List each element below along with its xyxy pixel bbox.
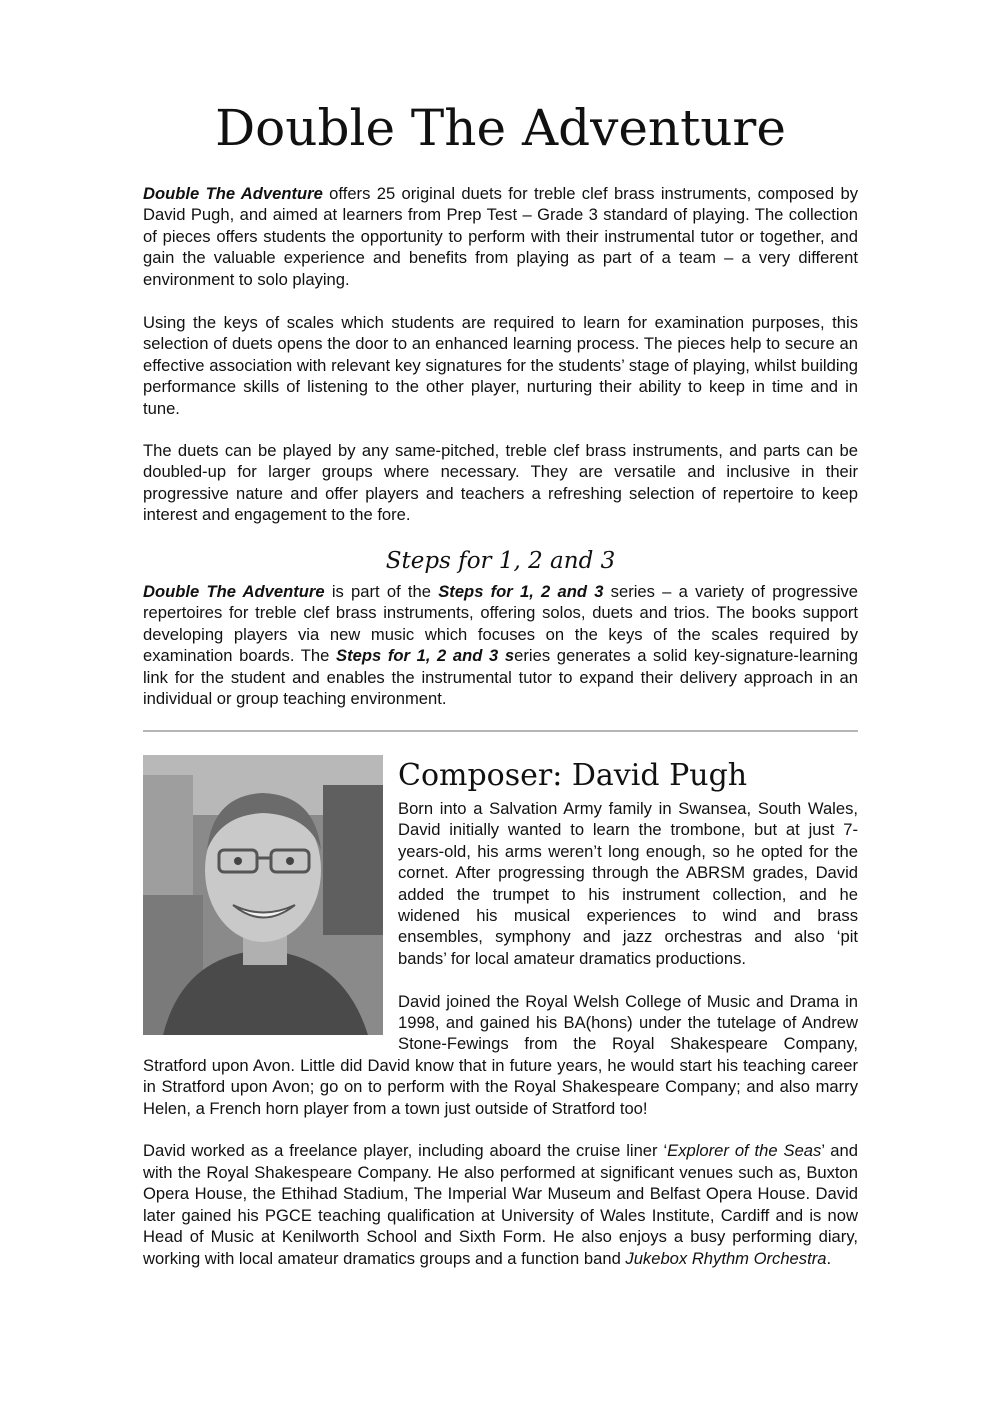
bio-paragraph-2: David joined the Royal Welsh College of Music and Drama in 1998, and gained his BA(hons) under the tutelage of Andrew Stone-Fewings from the Royal Shakespeare Company, Stratford upon Avon. Little did David know that in future years, he would start his teaching career in Stratford upon Avon; go on to perform with the Royal Shakespeare Company; and also marry Helen, a French horn player from a town just outside of Stratford too!: [143, 991, 858, 1118]
bio-paragraph-3: [143, 1140, 858, 1268]
bio-3-text-a: David worked as a freelance player, including aboard the cruise liner ‘: [143, 1141, 668, 1161]
series-heading: Steps for 1, 2 and 3: [385, 548, 616, 574]
intro-paragraph-1-text: offers 25 original duets for treble clef brass instruments, composed by David Pugh, and aimed at learners from Prep Test – Grade 3 standard of playing. The collection of pieces offers students the opportunity to perform with their instrumental tutor or together, and gain the valuable experience and benefits from playing as part of a team – a very different environment to solo playing.: [143, 184, 858, 289]
photo-wrap-spacer: [143, 798, 398, 1034]
intro-paragraph-2: Using the keys of scales which students are required to learn for examination purposes, this selection of duets opens the door to an enhanced learning process. The pieces help to secure an effective association with relevant key signatures for the students’ stage of playing, whilst building performance skills of listening to the other player, nurturing their ability to keep in time and in tune.: [143, 313, 858, 418]
intro-paragraph-1: [143, 183, 858, 290]
bio-3-text-c: .: [826, 1248, 832, 1268]
series-book-title: Double The Adventure: [143, 582, 325, 601]
series-text-2: series – a variety of progressive repertoires for treble clef brass instruments, offering solos, duets and trios. The books support developing players via new music which focuses on the keys of the scales required by examination boards. The: [143, 582, 858, 666]
series-name-1: Steps for 1, 2 and 3: [438, 582, 604, 601]
ship-name: Explorer of the Seas: [667, 1141, 822, 1161]
composer-heading: Composer: David Pugh: [398, 758, 748, 793]
page-title: Double The Adventure: [215, 99, 786, 157]
band-name: Jukebox Rhythm Orchestra: [625, 1248, 827, 1268]
book-title-inline: Double The Adventure: [143, 184, 323, 203]
series-name-2: Steps for 1, 2 and 3 s: [336, 646, 515, 666]
series-text-1: is part of the: [324, 582, 439, 601]
series-paragraph: [143, 581, 858, 709]
bio-paragraph-1: Born into a Salvation Army family in Swansea, South Wales, David initially wanted to learn the trombone, but at just 7-years-old, his arms weren’t long enough, so he opted for the cornet. After progressing through the ABRSM grades, David added the trumpet to his instrument collection, and he widened his musical experiences to wind and brass ensembles, symphony and jazz orchestras and also ‘pit bands’ for local amateur dramatics productions.: [398, 799, 858, 968]
bio-3-text-b: ’ and with the Royal Shakespeare Company. He also performed at significant venues such as, Buxton Opera House, the Ethihad Stadium, The Imperial War Museum and Belfast Opera House. David later gained his PGCE teaching qualification at University of Wales Institute, Cardiff and is now Head of Music at Kenilworth School and Sixth Form. He also enjoys a busy performing diary, working with local amateur dramatics groups and a function band: [143, 1141, 858, 1268]
series-text-3: eries generates a solid key-signature-learning link for the student and enables the instrumental tutor to expand their delivery approach in an individual or group teaching environment.: [143, 646, 858, 709]
composer-bio: [143, 798, 858, 1290]
section-divider: [143, 730, 858, 732]
intro-paragraph-3: The duets can be played by any same-pitched, treble clef brass instruments, and parts can be doubled-up for larger groups where necessary. They are versatile and inclusive in their progressive nature and offer players and teachers a refreshing selection of repertoire to keep interest and engagement to the fore.: [143, 441, 858, 525]
